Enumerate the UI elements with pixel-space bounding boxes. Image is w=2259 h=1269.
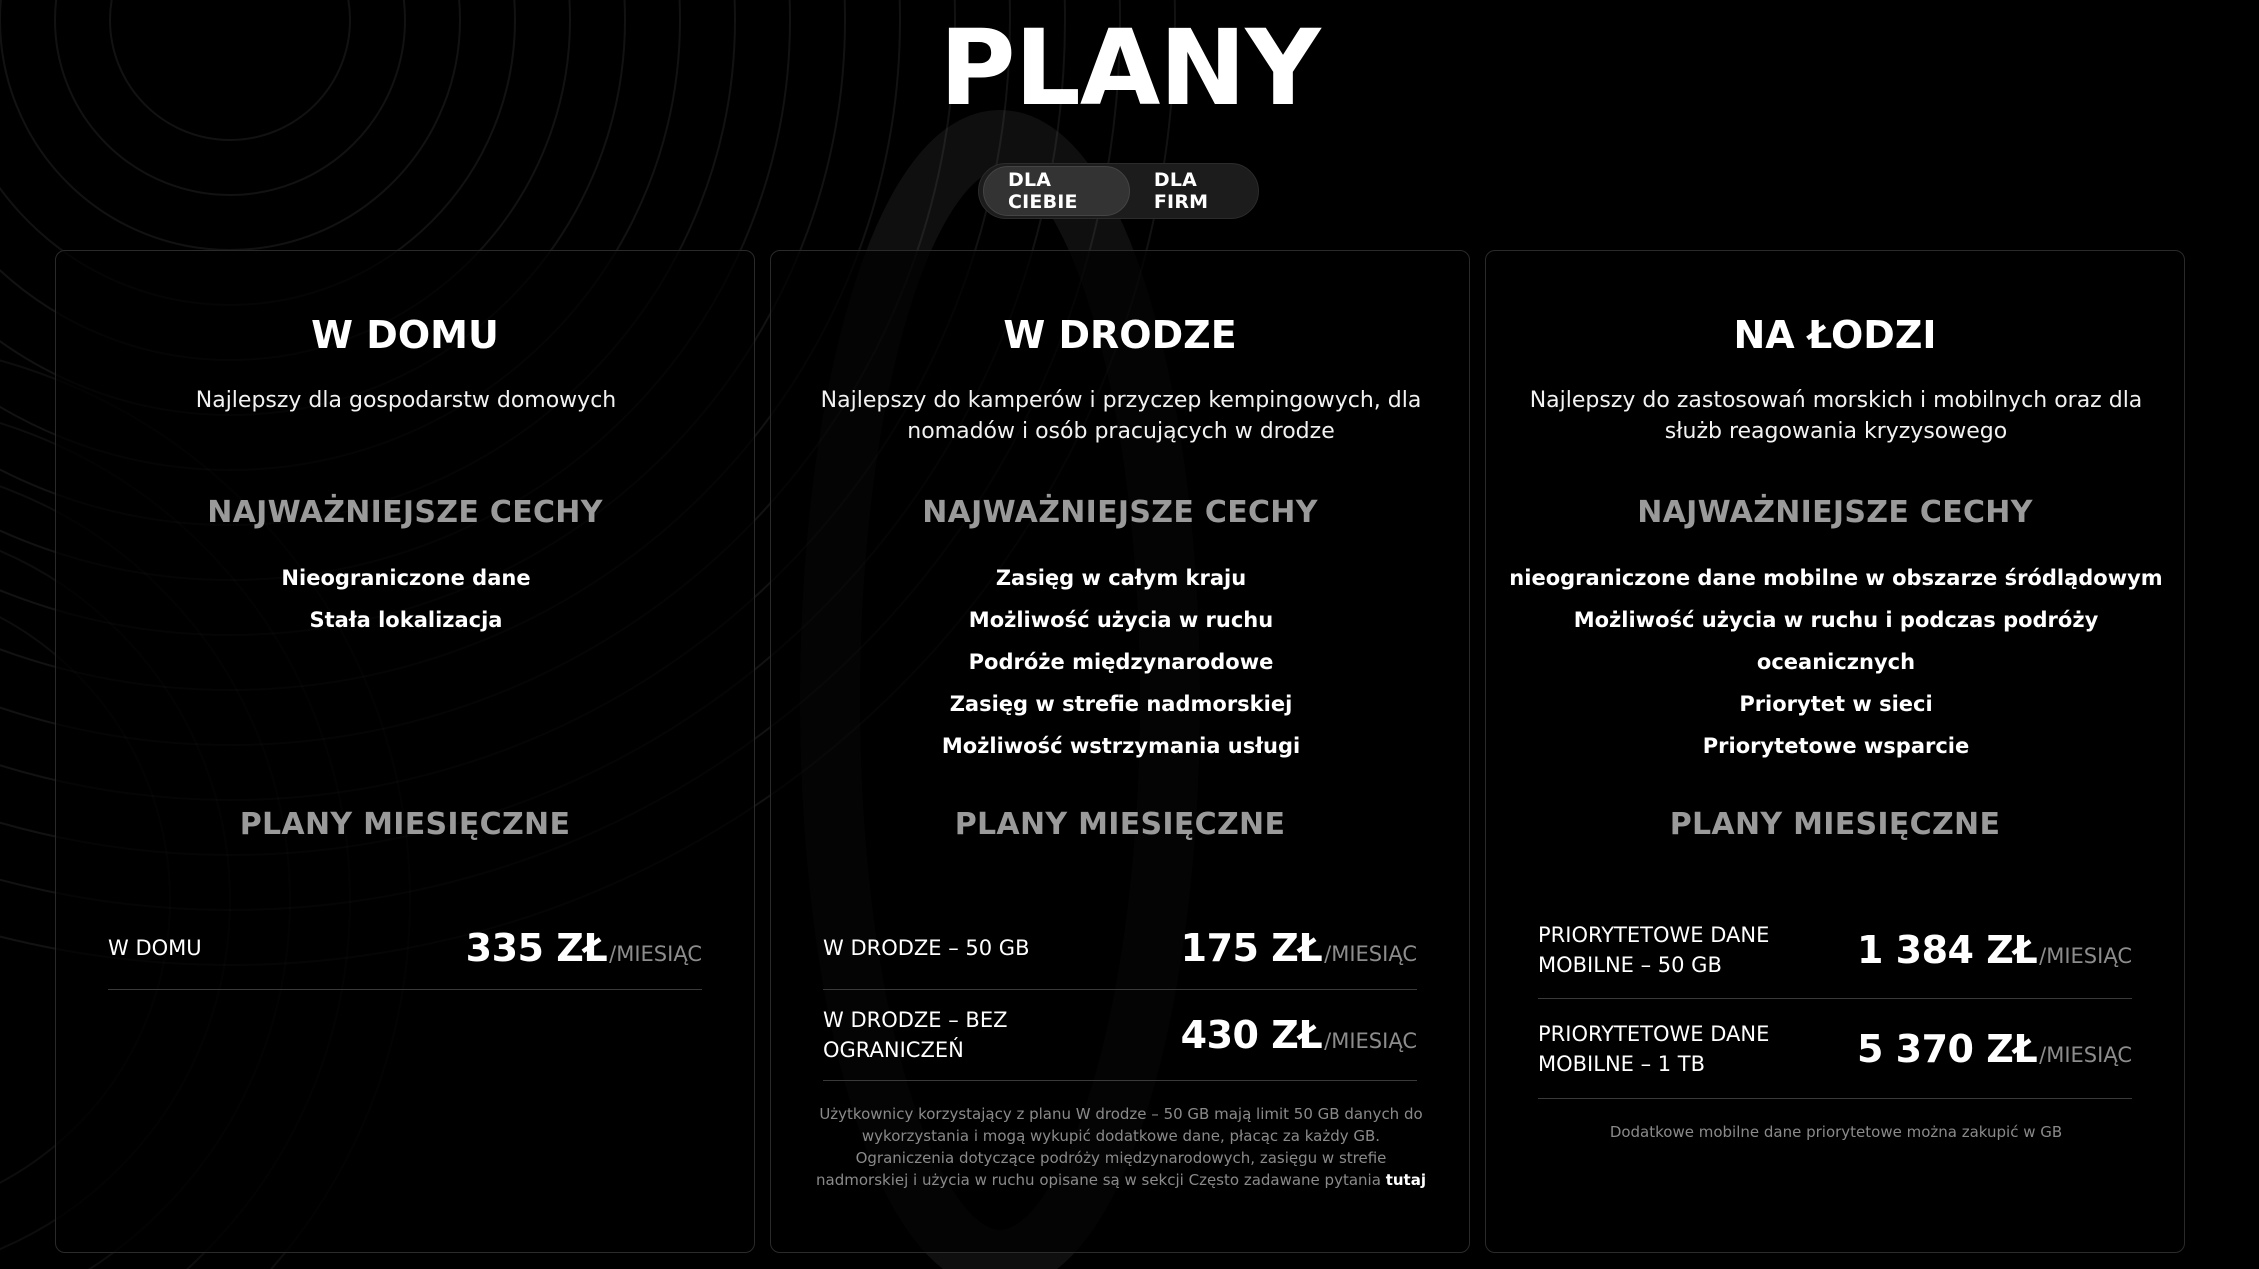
page-title: PLANY bbox=[939, 7, 1320, 129]
plan-price bbox=[1181, 926, 1417, 970]
plan-footnote: Dodatkowe mobilne dane priorytetowe można zakupić w GB bbox=[1609, 1123, 2063, 1141]
feature-item: Możliwość użycia w ruchu bbox=[968, 608, 1274, 632]
card-description: Najlepszy do kamperów i przyczep kempingowych, dla nomadów i osób pracujących w drodze bbox=[820, 388, 1422, 444]
tab-dla-firm[interactable]: DLA FIRM bbox=[1153, 169, 1209, 213]
feature-item: nieograniczone dane mobilne w obszarze śródlądowym bbox=[1509, 566, 2163, 590]
feature-list bbox=[1506, 557, 2166, 767]
price-unit: /MIESIĄC bbox=[1324, 1029, 1417, 1053]
feature-item: Priorytetowe wsparcie bbox=[1702, 734, 1970, 758]
plan-name: W DOMU bbox=[108, 935, 202, 960]
feature-item: Możliwość wstrzymania usługi bbox=[941, 734, 1301, 758]
card-title: W DRODZE bbox=[1003, 313, 1237, 357]
faq-link[interactable]: tutaj bbox=[1385, 1171, 1426, 1189]
features-heading: NAJWAŻNIEJSZE CECHY bbox=[207, 495, 603, 530]
price-value: 1 384 ZŁ bbox=[1856, 927, 2038, 972]
price-value: 335 ZŁ bbox=[465, 925, 608, 970]
feature-item: Priorytet w sieci bbox=[1739, 692, 1933, 716]
feature-item: Stała lokalizacja bbox=[309, 608, 503, 632]
plan-row-w-drodze-50gb[interactable] bbox=[823, 906, 1417, 990]
plan-name: PRIORYTETOWE DANE MOBILNE – 50 GB bbox=[1538, 922, 1770, 977]
card-description: Najlepszy do zastosowań morskich i mobilnych oraz dla służb reagowania kryzysowego bbox=[1529, 388, 2143, 444]
monthly-plans-heading: PLANY MIESIĘCZNE bbox=[1669, 807, 2001, 842]
plan-price bbox=[1857, 928, 2132, 972]
plan-price bbox=[1857, 1027, 2132, 1071]
card-title: W DOMU bbox=[311, 313, 499, 357]
feature-item: Możliwość użycia w ruchu i podczas podróży oceanicznych bbox=[1573, 608, 2099, 674]
feature-item: Podróże międzynarodowe bbox=[968, 650, 1274, 674]
card-description: Najlepszy dla gospodarstw domowych bbox=[195, 388, 617, 413]
plan-row-w-domu[interactable] bbox=[108, 906, 702, 990]
plan-card-w-drodze bbox=[770, 250, 1470, 1253]
price-unit: /MIESIĄC bbox=[1324, 941, 1417, 966]
plan-card-w-domu bbox=[55, 250, 755, 1253]
plan-price bbox=[1181, 1013, 1417, 1057]
plan-name: W DRODZE – BEZ OGRANICZEŃ bbox=[823, 1008, 1008, 1062]
plan-name: PRIORYTETOWE DANE MOBILNE – 1 TB bbox=[1538, 1021, 1770, 1076]
features-heading: NAJWAŻNIEJSZE CECHY bbox=[922, 495, 1318, 530]
plan-row-priority-1tb[interactable] bbox=[1538, 999, 2132, 1099]
plan-row-priority-50gb[interactable] bbox=[1538, 901, 2132, 999]
plan-row-w-drodze-unlimited[interactable] bbox=[823, 990, 1417, 1081]
feature-list bbox=[791, 557, 1451, 767]
plan-price bbox=[466, 926, 702, 970]
tab-dla-ciebie[interactable]: DLA CIEBIE bbox=[983, 166, 1130, 216]
card-title: NA ŁODZI bbox=[1733, 313, 1937, 357]
feature-item: Nieograniczone dane bbox=[281, 566, 531, 590]
features-heading: NAJWAŻNIEJSZE CECHY bbox=[1637, 495, 2033, 530]
monthly-plans-heading: PLANY MIESIĘCZNE bbox=[954, 807, 1286, 842]
plan-card-na-lodzi bbox=[1485, 250, 2185, 1253]
price-value: 5 370 ZŁ bbox=[1856, 1026, 2038, 1071]
price-unit: /MIESIĄC bbox=[2039, 943, 2132, 968]
price-unit: /MIESIĄC bbox=[2039, 1042, 2132, 1067]
feature-item: Zasięg w strefie nadmorskiej bbox=[949, 692, 1293, 716]
audience-tabs bbox=[978, 163, 1259, 219]
feature-item: Zasięg w całym kraju bbox=[995, 566, 1247, 590]
footnote-text: Użytkownicy korzystający z planu W drodze – 50 GB mają limit 50 GB danych do wykorzystania i mogą wykupić dodatkowe dane, płacąc za każdy GB. Ograniczenia dotyczące podróży międzynarodowych, zasięgu w strefie nadmorskiej i użycia w ruchu opisane są w sekcji Często zadawane pytania bbox=[816, 1105, 1423, 1189]
plan-name: W DRODZE – 50 GB bbox=[823, 935, 1030, 960]
price-value: 430 ZŁ bbox=[1180, 1013, 1323, 1057]
feature-list bbox=[76, 557, 736, 641]
price-unit: /MIESIĄC bbox=[609, 941, 702, 966]
price-value: 175 ZŁ bbox=[1180, 925, 1323, 970]
monthly-plans-heading: PLANY MIESIĘCZNE bbox=[239, 807, 571, 842]
plan-footnote bbox=[811, 1103, 1431, 1191]
